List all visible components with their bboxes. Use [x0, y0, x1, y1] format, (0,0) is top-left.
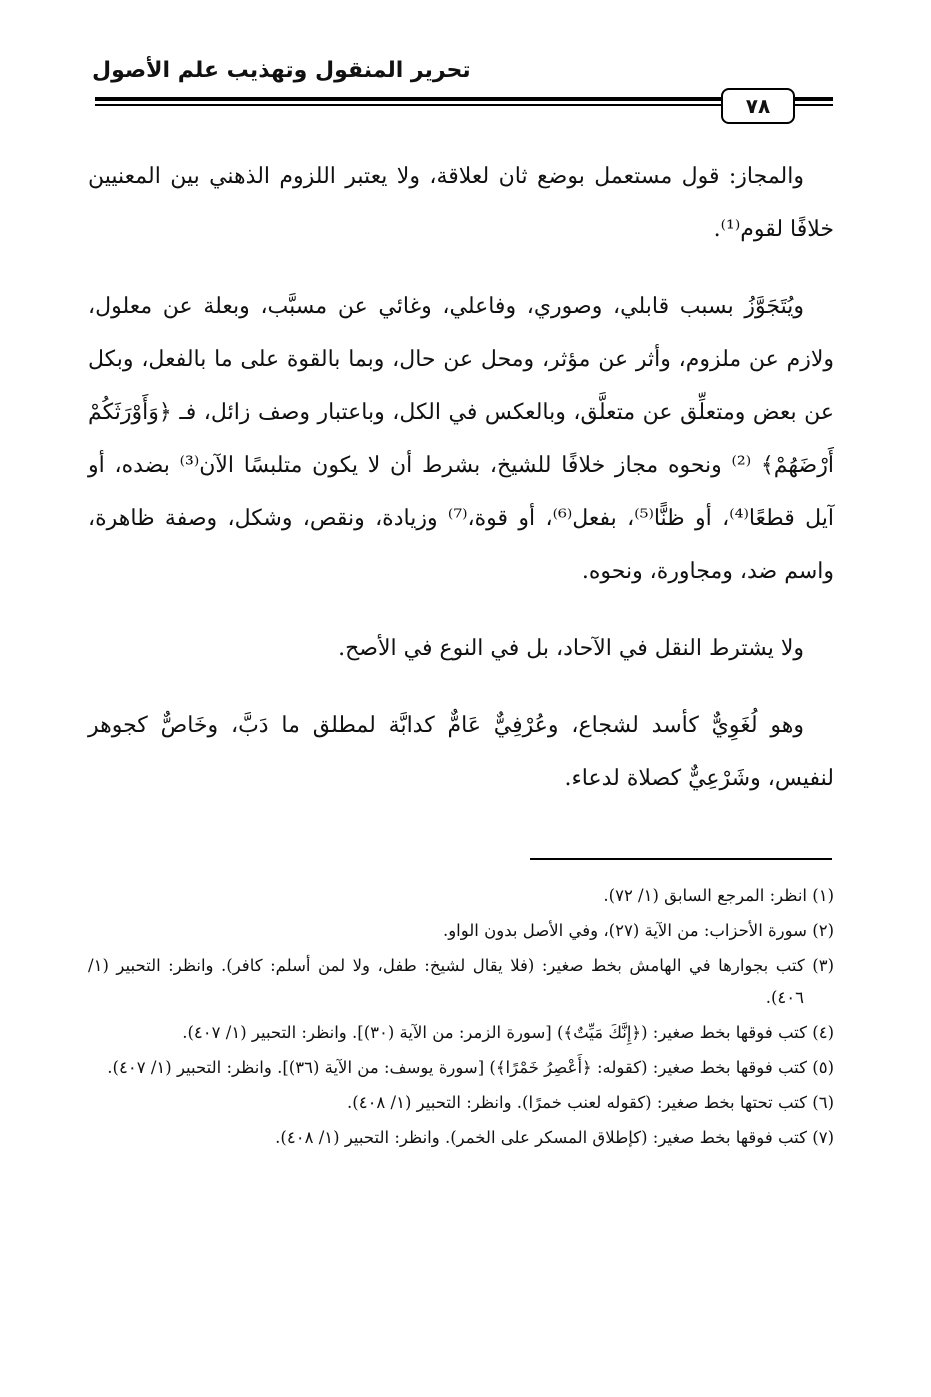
- footnote-4: (٤) كتب فوقها بخط صغير: (﴿إِنَّكَ مَيِّتٌ﴾) [سورة الزمر: من الآية (٣٠)]. وانظر: التحبير (١/ ٤٠٧).: [182, 1023, 834, 1042]
- paragraph-types: وهو لُغَوِيٌّ كأسد لشجاع، وعُرْفِيٌّ عَامٌّ كدابَّة لمطلق ما دَبَّ، وخَاصٌّ كجوهر لنفيس، وشَرْعِيٌّ كصلاة لدعاء.: [88, 713, 834, 791]
- paragraph-naql: ولا يشترط النقل في الآحاد، بل في النوع في الأصح.: [338, 636, 804, 661]
- footnote-7: (٧) كتب فوقها بخط صغير: (كإطلاق المسكر على الخمر). وانظر: التحبير (١/ ٤٠٨).: [275, 1128, 834, 1147]
- footnote-2: (٢) سورة الأحزاب: من الآية (٢٧)، وفي الأصل بدون الواو.: [442, 921, 834, 940]
- footnote-divider: [530, 858, 832, 860]
- page-number: ٧٨: [721, 88, 795, 124]
- running-header-title: تحرير المنقول وتهذيب علم الأصول: [92, 58, 471, 83]
- footnote-3: (٣) كتب بجوارها في الهامش بخط صغير: (فلا يقال لشيخ: طفل، ولا لمن أسلم: كافر). وانظر: التحبير (١/ ٤٠٦).: [88, 956, 834, 1007]
- paragraph-tajawwuz: ويُتَجَوَّزُ بسبب قابلي، وصوري، وفاعلي، وغائي عن مسبَّب، وبعلة عن معلول، ولازم عن ملزوم، وأثر عن مؤثر، ومحل عن حال، وبما بالقوة على ما بالفعل، وبكل عن بعض ومتعلِّق عن متعلَّق، وبالعكس في الكل، وباعتبار وصف زائل، فـ ﴿وَأَوْرَثَكُمْ أَرْضَهُمْ﴾ ⁽²⁾ ونحوه مجاز خلافًا للشيخ، بشرط أن لا يكون متلبسًا الآن⁽³⁾ بضده، أو آيل قطعًا⁽⁴⁾، أو ظنًّا⁽⁵⁾، بفعل⁽⁶⁾، أو قوة،⁽⁷⁾ وزيادة، ونقص، وشكل، وصفة ظاهرة، واسم ضد، ومجاورة، ونحوه.: [88, 294, 834, 584]
- paragraph-majaz-definition: والمجاز: قول مستعمل بوضع ثان لعلاقة، ولا يعتبر اللزوم الذهني بين المعنيين خلافًا لقوم⁽¹⁾.: [88, 164, 834, 242]
- footnote-6: (٦) كتب تحتها بخط صغير: (كقوله لعنب خمرًا). وانظر: التحبير (١/ ٤٠٨).: [347, 1093, 834, 1112]
- footnote-5: (٥) كتب فوقها بخط صغير: (كقوله: ﴿أَعْصِرُ خَمْرًا﴾) [سورة يوسف: من الآية (٣٦)]. وانظر: التحبير (١/ ٤٠٧).: [107, 1058, 834, 1077]
- footnote-1: (١) انظر: المرجع السابق (١/ ٧٢).: [603, 886, 834, 905]
- main-text: [88, 150, 834, 829]
- footnotes: [88, 880, 834, 1157]
